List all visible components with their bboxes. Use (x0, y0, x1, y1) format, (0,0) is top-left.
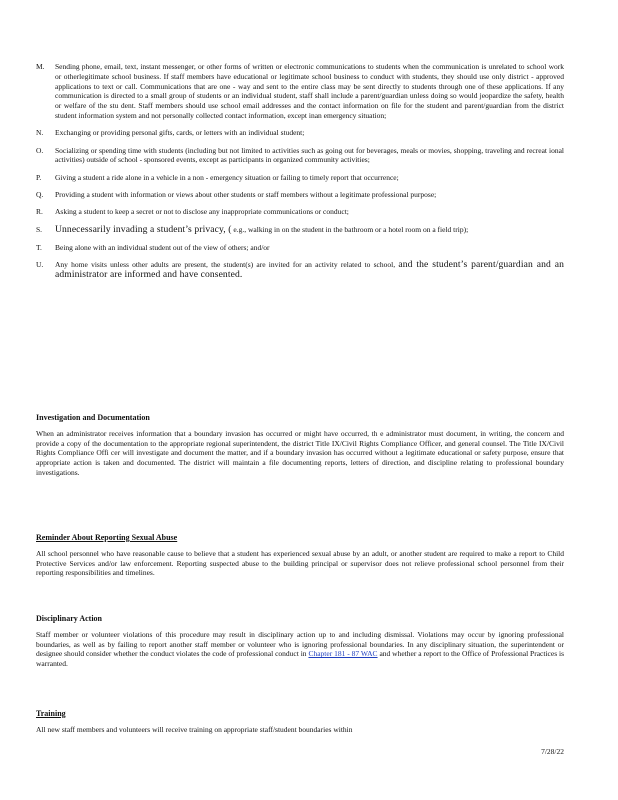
section-text: All school personnel who have reasonable cause to believe that a student has experienced sexual abuse by an adult, or another student are required to make a report to Child Protective Services and/or law enforcement. Reporting suspected abuse to the building principal or supervisor does not relieve professional school personnel from their reporting responsibilities and timelines. (36, 548, 564, 578)
item-letter: T. (36, 242, 42, 252)
wac-chapter-link[interactable]: Chapter 181 - 87 WAC (308, 649, 378, 659)
item-text-large: and the student’s parent/guardian and an administrator are informed and have consented. (55, 258, 564, 281)
section-heading: Reminder About Reporting Sexual Abuse (36, 533, 178, 542)
section-heading: Training (36, 709, 66, 718)
section-text: When an administrator receives information that a boundary invasion has occurred or might have occurred, th e administrator must document, in writing, the concern and provide a copy of the documentation to the appropriate regional superintendent, the district Title IX/Civil Rights Compliance Officer, and general counsel. The Title IX/Civil Rights Compliance Offi cer will investigate and document the matter, and if a boundary invasion has occurred without a legitimate educational or safety purpose, ensure that appropriate action is taken and documented. The district will maintain a file documenting reports, letters of direction, and discipline relating to professional boundary investigations. (36, 428, 564, 477)
item-text-large: Unnecessarily invading a student’s privacy, ( (55, 223, 232, 235)
disciplinary-section (36, 614, 564, 669)
list-item (36, 62, 564, 121)
item-text: Being alone with an individual student out of the view of others; and/or (55, 242, 270, 252)
training-section (36, 709, 564, 735)
item-letter: Q. (36, 189, 44, 199)
item-text: Any home visits unless other adults are present, the student(s) are invited for an activity related to school, (55, 259, 396, 269)
list-item (36, 225, 564, 236)
item-letter: N. (36, 128, 44, 138)
section-text: All new staff members and volunteers will receive training on appropriate staff/student boundaries within (36, 724, 353, 734)
item-letter: S. (36, 224, 43, 234)
investigation-section (36, 413, 564, 478)
list-item (36, 173, 564, 183)
prohibited-conduct-list (36, 62, 564, 288)
list-item (36, 243, 564, 253)
reminder-section (36, 533, 564, 578)
section-text-after: and whether a report to the Office of Professional Practices is warranted. (36, 649, 565, 669)
list-item (36, 190, 564, 200)
page-date: 7/28/22 (541, 747, 564, 756)
item-text: Asking a student to keep a secret or not to disclose any inappropriate communications or conduct; (55, 207, 349, 217)
section-text-container (36, 630, 564, 669)
list-item (36, 128, 564, 138)
section-heading: Disciplinary Action (36, 614, 103, 623)
item-text: Sending phone, email, text, instant messenger, or other forms of written or electronic communications to students when the communication is unrelated to school work or otherlegitimate school business. If staff members have educational or legitimate school business to conduct with students, they should use only district - approved applications to text or call. Communications that are one - way and sent to the entire class may be sent directly to students through one of these applications. If any communication is directed to a small group of students or an individual student, staff shall include a parent/guardian unless doing so would jeopardize the safety, health or welfare of the stu dent. Staff members should use school email addresses and the contact information on file for the student and parent/guardian from the district student information system and not personally collected contact information, except inan emergency situation; (55, 62, 564, 120)
item-text: Giving a student a ride alone in a vehicle in a non - emergency situation or failing to timely report that occurrence; (55, 172, 399, 182)
section-text: Staff member or volunteer violations of this procedure may result in disciplinary action up to and including dismissal. Violations may occur by ignoring professional boundaries, as well as by failing to report another staff member or volunteer who is ignoring professional boundaries. In any disciplinary situation, the superintendent or designee should consider whether the conduct violates the code of professional conduct in (36, 629, 564, 659)
item-text: Providing a student with information or views about other students or staff members without a legitimate professional purpose; (55, 189, 437, 199)
item-text: Exchanging or providing personal gifts, cards, or letters with an individual student; (55, 128, 305, 138)
item-letter: U. (36, 259, 44, 269)
item-letter: M. (36, 62, 45, 71)
item-letter: R. (36, 207, 43, 217)
list-item (36, 146, 564, 166)
item-letter: O. (36, 145, 44, 155)
item-text-container (55, 260, 564, 281)
list-item (36, 260, 564, 281)
list-item (36, 207, 564, 217)
item-text: e.g., walking in on the student in the bathroom or a hotel room on a field trip); (233, 224, 469, 234)
item-letter: P. (36, 172, 42, 182)
section-heading: Investigation and Documentation (36, 413, 150, 422)
item-text-container (55, 225, 564, 236)
item-text: Socializing or spending time with students (including but not limited to activities such as going out for beverages, meals or movies, shopping, traveling and recreat ional activities) outside of school - sponsored events, except as participants in organized community activities; (55, 145, 564, 165)
